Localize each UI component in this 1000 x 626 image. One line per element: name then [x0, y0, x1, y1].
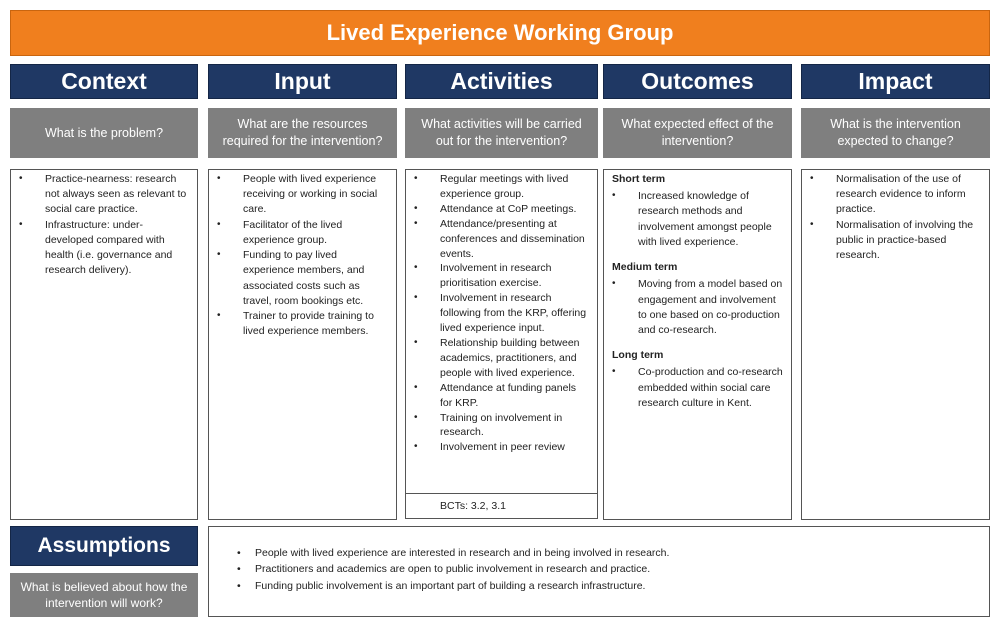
list-item: • Facilitator of the lived experience group. [213, 218, 390, 248]
list-item: • Normalisation of involving the public in practice-based research. [806, 218, 983, 264]
input-list [213, 172, 390, 339]
outcomes-question: What expected effect of the intervention? [603, 108, 792, 158]
diagram-title: Lived Experience Working Group [10, 10, 990, 56]
list-item: • Co-production and co-research embedded within social care research culture in Kent. [608, 365, 785, 411]
outcome-list [608, 277, 785, 338]
list-item: • Practitioners and academics are open to public involvement in research and practice. [237, 561, 989, 577]
list-item: • Involvement in research following from the KRP, offering lived experience input. [410, 291, 591, 336]
impact-question: What is the intervention expected to change? [801, 108, 990, 158]
list-item: • Practice-nearness: research not always seen as relevant to social care practice. [15, 172, 191, 218]
outcomes-box [603, 169, 792, 520]
list-item: • Trainer to provide training to lived experience members. [213, 309, 390, 339]
input-heading: Input [208, 64, 397, 99]
list-item: • Attendance at CoP meetings. [410, 202, 591, 217]
impact-list [806, 172, 983, 263]
assumptions-box [208, 526, 990, 617]
outcome-group-label: Long term [612, 349, 664, 362]
assumptions-question: What is believed about how the intervention will work? [10, 573, 198, 617]
input-question: What are the resources required for the intervention? [208, 108, 397, 158]
outcome-list [608, 189, 785, 250]
input-box [208, 169, 397, 520]
impact-box [801, 169, 990, 520]
list-item: • Funding to pay lived experience members, and associated costs such as travel, room bookings etc. [213, 248, 390, 309]
list-item: • People with lived experience receiving or working in social care. [213, 172, 390, 218]
list-item: • Attendance/presenting at conferences and dissemination events. [410, 217, 591, 262]
context-box [10, 169, 198, 520]
activities-heading: Activities [405, 64, 598, 99]
activities-question: What activities will be carried out for the intervention? [405, 108, 598, 158]
list-item: • Funding public involvement is an important part of building a research infrastructure. [237, 578, 989, 594]
context-question: What is the problem? [10, 108, 198, 158]
list-item: • Increased knowledge of research methods and involvement amongst people with lived experience. [608, 189, 785, 250]
outcome-list [608, 365, 785, 411]
activities-list [410, 172, 591, 455]
bcts-label: BCTs: 3.2, 3.1 [405, 493, 598, 519]
impact-heading: Impact [801, 64, 990, 99]
list-item: • Regular meetings with lived experience group. [410, 172, 591, 202]
list-item: • Involvement in research prioritisation exercise. [410, 261, 591, 291]
context-list [15, 172, 191, 279]
outcomes-heading: Outcomes [603, 64, 792, 99]
assumptions-list [237, 545, 989, 594]
list-item: • Relationship building between academics, practitioners, and people with lived experience. [410, 336, 591, 381]
list-item: • Moving from a model based on engagement and involvement to one based on co-production and co-research. [608, 277, 785, 338]
list-item: • Normalisation of the use of research evidence to inform practice. [806, 172, 983, 218]
list-item: • Involvement in peer review [410, 440, 591, 455]
list-item: • Attendance at funding panels for KRP. [410, 381, 591, 411]
list-item: • Training on involvement in research. [410, 411, 591, 441]
outcome-group-label: Medium term [612, 261, 678, 274]
list-item: • Infrastructure: under-developed compared with health (i.e. governance and research delivery). [15, 218, 191, 279]
assumptions-heading: Assumptions [10, 526, 198, 566]
list-item: • People with lived experience are interested in research and in being involved in research. [237, 545, 989, 561]
outcome-group-label: Short term [612, 173, 666, 185]
activities-box [405, 169, 598, 495]
context-heading: Context [10, 64, 198, 99]
